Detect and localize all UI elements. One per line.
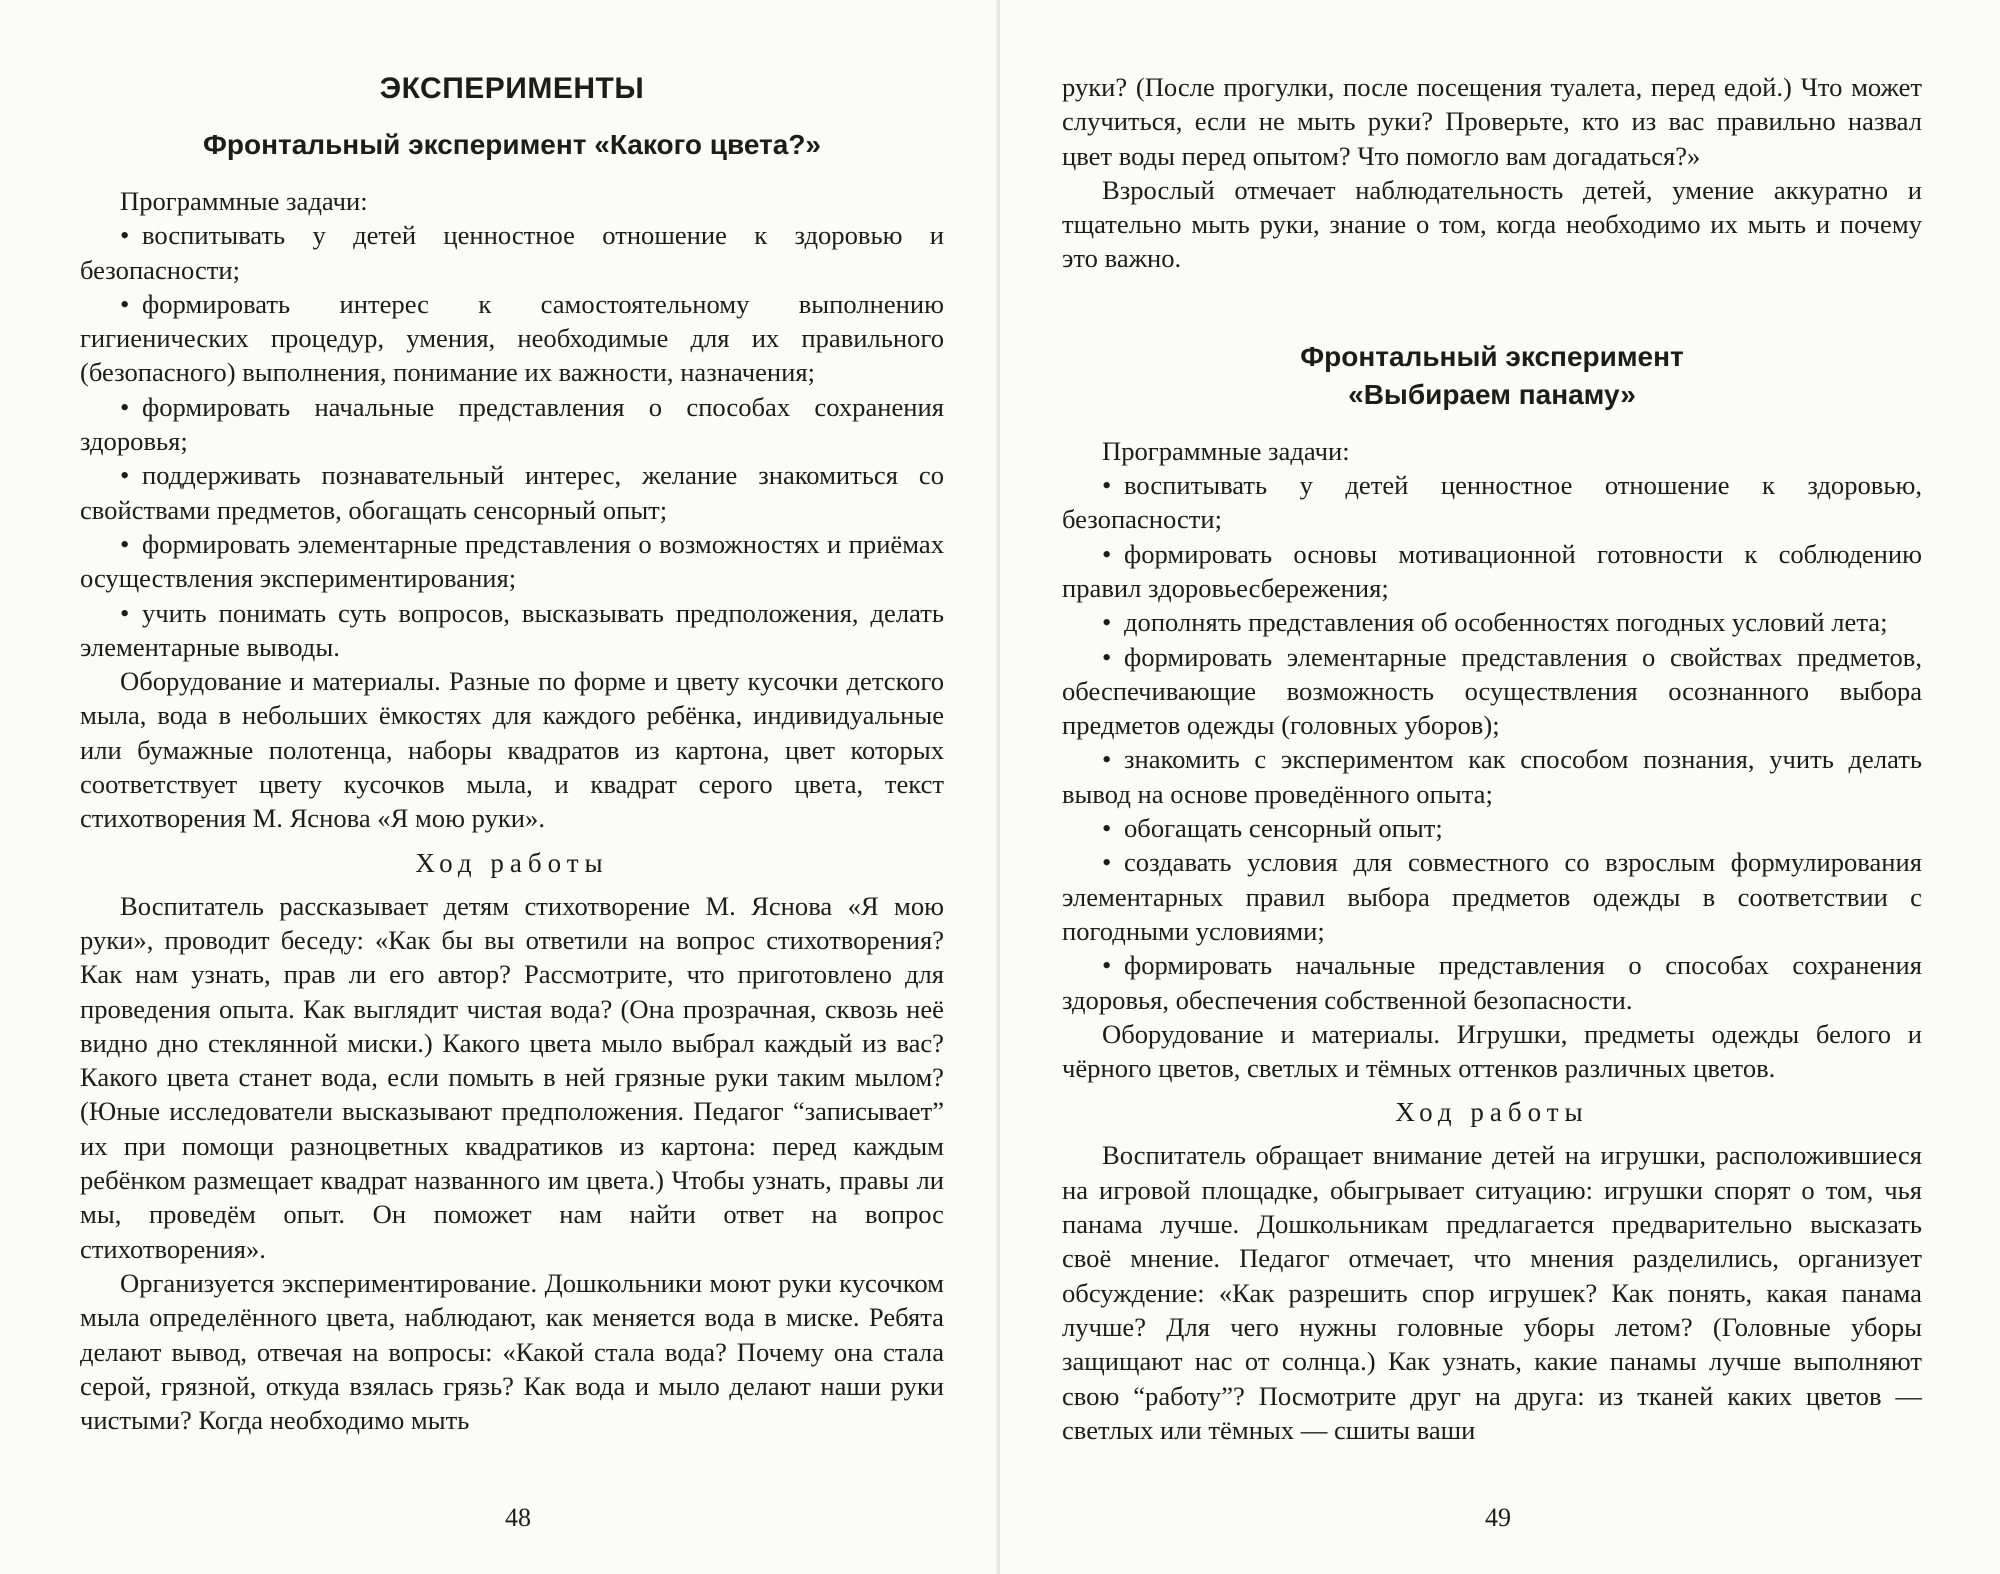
experiment-title-right (1062, 338, 1922, 414)
task-text: поддерживать познавательный интерес, желание знакомиться со свойствами предметов, обогащать сенсорный опыт; (80, 460, 944, 525)
bullet-icon: • (120, 288, 130, 319)
task-item (1062, 605, 1922, 639)
task-text: обогащать сенсорный опыт; (1124, 813, 1443, 844)
task-text: формировать интерес к самостоятельному выполнению гигиенических процедур, умения, необходимые для их правильного (безопасного) выполнения, понимание их важности, назначения; (80, 288, 944, 388)
task-text: знакомить с экспериментом как способом познания, учить делать вывод на основе проведённого опыта; (1062, 744, 1922, 809)
task-text: создавать условия для совместного со взрослым формулирования элементарных правил выбора предметов одежды в соответствии с погодными условиями; (1062, 847, 1922, 946)
task-text: учить понимать суть вопросов, высказывать предположения, делать элементарные выводы. (80, 597, 944, 662)
bullet-icon: • (1102, 538, 1112, 569)
tasks-heading-left: Программные задачи: (120, 186, 368, 216)
bullet-icon: • (120, 528, 130, 559)
experiment-title-line: Фронтальный эксперимент (1300, 340, 1684, 372)
bullet-icon: • (1102, 847, 1112, 878)
bullet-icon: • (1102, 470, 1112, 501)
experiment-title-line: «Выбираем панаму» (1348, 378, 1636, 410)
task-item (1062, 948, 1922, 1017)
task-item (1062, 811, 1922, 845)
paragraph: Воспитатель обращает внимание детей на игрушки, расположившиеся на игровой площадке, обыгрывает ситуацию: игрушки спорят о том, чья панама лучше. Дошкольникам предлагается предварительно высказать своё мнение. Педагог отмечает, что мнения разделились, организует обсуждение: «Как разрешить спор игрушек? Как понять, какая панама лучше? Для чего нужны головные уборы летом? (Головные уборы защищают нас от солнца.) Как узнать, какие панамы лучше выполняют свою “работу”? Посмотрите друг на друга: из тканей каких цветов — светлых или тёмных — сшиты ваши (1062, 1140, 1922, 1445)
experiment-title-left: Фронтальный эксперимент «Какого цвета?» (202, 129, 821, 160)
paragraph: Организуется экспериментирование. Дошкольники моют руки кусочком мыла определённого цвета, наблюдают, как меняется вода в миске. Ребята делают вывод, отвечая на вопросы: «Какой стала вода? Почему она стала серой, грязной, откуда взялась грязь? Как вода и мыло делают наши руки чистыми? Когда необходимо мыть (80, 1267, 944, 1436)
page-number-left: 48 (505, 1503, 531, 1532)
task-item (1062, 468, 1922, 537)
bullet-icon: • (120, 460, 130, 491)
task-item (1062, 537, 1922, 606)
task-item (80, 458, 944, 527)
task-text: формировать начальные представления о способах сохранения здоровья; (80, 391, 944, 457)
bullet-icon: • (120, 220, 130, 251)
section-title: ЭКСПЕРИМЕНТЫ (379, 72, 645, 105)
summary-paragraph: Взрослый отмечает наблюдательность детей, умение аккуратно и тщательно мыть руки, знание о том, когда необходимо их мыть и почему это важно. (1062, 174, 1922, 274)
task-item (80, 527, 944, 596)
task-item (80, 390, 944, 459)
tasks-heading-right: Программные задачи: (1102, 435, 1350, 466)
task-item (1062, 640, 1922, 743)
task-text: дополнять представления об особенностях погодных условий лета; (1124, 607, 1888, 638)
task-item (80, 596, 944, 665)
task-text: формировать элементарные представления о свойствах предметов, обеспечивающие возможность осуществления осознанного выбора предметов одежды (головных уборов); (1062, 641, 1922, 741)
workflow-heading-right: Ход работы (1395, 1097, 1589, 1128)
bullet-icon: • (1102, 950, 1112, 981)
equipment-paragraph-left: Оборудование и материалы. Разные по форме и цвету кусочки детского мыла, вода в небольших ёмкостях для каждого ребёнка, индивидуальные или бумажные полотенца, наборы квадратов из картона, цвет которых соответствует цвету кусочков мыла, и квадрат серого цвета, текст стихотворения М. Яснова «Я мою руки». (80, 666, 944, 834)
bullet-icon: • (120, 391, 130, 422)
task-item (80, 287, 944, 390)
task-text: воспитывать у детей ценностное отношение к здоровью и безопасности; (80, 220, 944, 285)
task-item (80, 218, 944, 287)
task-text: формировать начальные представления о способах сохранения здоровья, обеспечения собственной безопасности. (1062, 950, 1922, 1015)
bullet-icon: • (1102, 607, 1112, 638)
spacer (1062, 276, 1922, 338)
task-item (1062, 845, 1922, 948)
continuation-paragraph: руки? (После прогулки, после посещения туалета, перед едой.) Что может случиться, если не мыть руки? Проверьте, кто из вас правильно назвал цвет воды перед опытом? Что помогло вам догадаться?» (1062, 72, 1922, 171)
bullet-icon: • (1102, 744, 1112, 775)
bullet-icon: • (1102, 813, 1112, 844)
task-text: воспитывать у детей ценностное отношение к здоровью, безопасности; (1062, 470, 1922, 535)
task-item (1062, 742, 1922, 811)
workflow-heading-left: Ход работы (415, 847, 609, 878)
page-number-right: 49 (1485, 1503, 1511, 1532)
task-text: формировать элементарные представления о возможностях и приёмах осуществления экспериментирования; (80, 528, 944, 594)
paragraph: Воспитатель рассказывает детям стихотворение М. Яснова «Я мою руки», проводит беседу: «Как бы вы ответили на вопрос стихотворения? Как нам узнать, прав ли его автор? Рассмотрите, что приготовлено для проведения опыта. Как выглядит чистая вода? (Она прозрачная, сквозь неё видно дно стеклянной миски.) Какого цвета мыло выбрал каждый из вас? Какого цвета станет вода, если помыть в ней грязные руки таким мылом? (Юные исследователи высказывают предположения. Педагог “записывает” их при помощи разноцветных квадратиков из картона: перед каждым ребёнком размещает квадрат названного им цвета.) Чтобы узнать, правы ли мы, проведём опыт. Он поможет нам найти ответ на вопрос стихотворения». (80, 890, 944, 1264)
bullet-icon: • (1102, 641, 1112, 672)
right-page (1000, 0, 2000, 1574)
equipment-paragraph-right: Оборудование и материалы. Игрушки, предметы одежды белого и чёрного цветов, светлых и тёмных оттенков различных цветов. (1062, 1018, 1922, 1084)
task-text: формировать основы мотивационной готовности к соблюдению правил здоровьесбережения; (1062, 538, 1922, 603)
bullet-icon: • (120, 597, 130, 628)
